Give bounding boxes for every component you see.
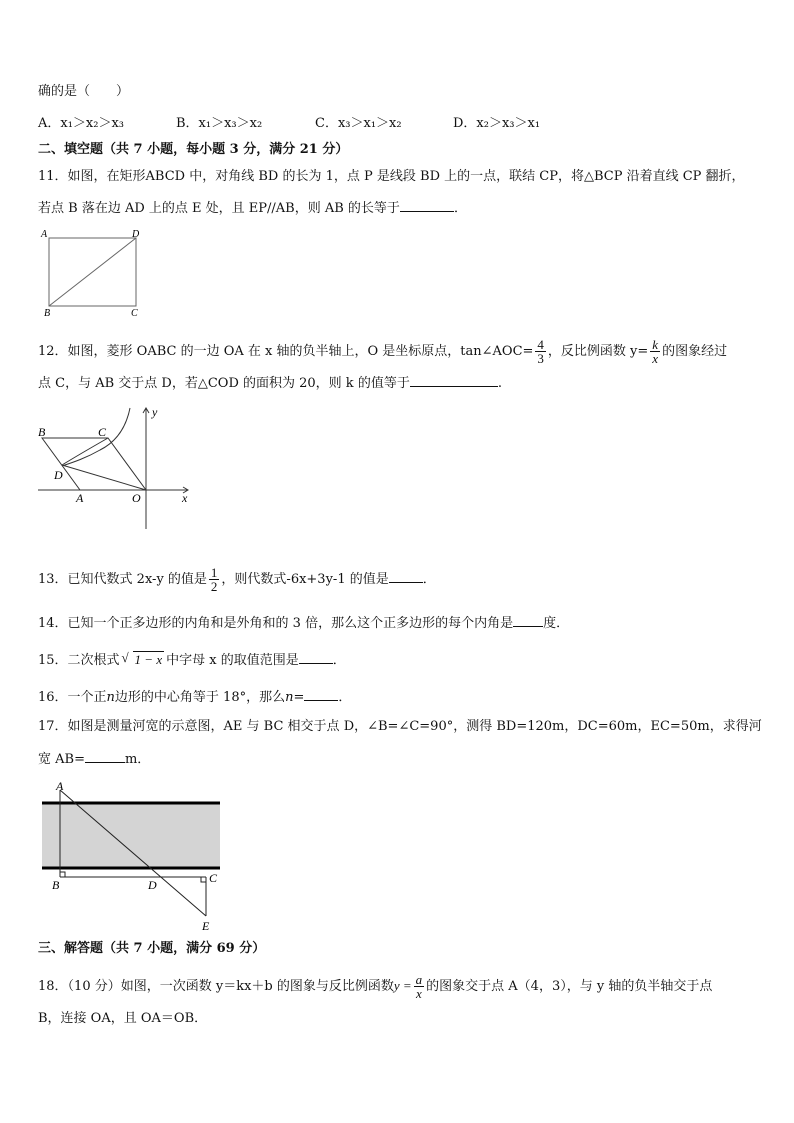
q16 — [38, 688, 351, 707]
frac-den: 3 — [537, 351, 544, 366]
q14-answer-blank — [513, 614, 543, 627]
q16-text1: 16．一个正 — [38, 690, 107, 705]
label-c: C — [98, 425, 107, 439]
q17-line2 — [38, 750, 150, 769]
section3-title: 三、解答题（共 7 小题，满分 69 分） — [38, 941, 266, 956]
radical-sign: √ — [121, 650, 129, 665]
label-o: O — [132, 491, 141, 505]
q16-answer-blank — [304, 688, 338, 701]
q10-option-b: B．x₁＞x₃＞x₂ — [176, 116, 263, 131]
q13-text2: ，则代数式-6x+3y-1 的值是 — [221, 572, 389, 587]
frac-num: 4 — [537, 337, 544, 352]
q16-eq: = — [293, 690, 305, 705]
label-b: B — [52, 878, 60, 892]
q17-text: 宽 AB= — [38, 752, 85, 767]
right-angle-b — [60, 872, 65, 877]
label-a: A — [76, 491, 84, 505]
label-a: A — [41, 229, 48, 240]
label-x: x — [182, 491, 188, 505]
q13-end: ． — [422, 572, 436, 587]
q11-text: 若点 B 落在边 AD 上的点 E 处，且 EP//AB，则 AB 的长等于 — [38, 201, 400, 216]
label-d: D — [54, 468, 63, 482]
q14-end: 度． — [543, 616, 570, 631]
q15-text1: 15．二次根式 — [38, 653, 120, 668]
var-n2: n — [285, 690, 294, 705]
q12-text2: ，反比例函数 y= — [547, 344, 649, 359]
q11-rectangle-figure — [36, 226, 148, 318]
segment-od — [62, 465, 146, 490]
label-d: D — [148, 878, 157, 892]
q12-rhombus-figure — [34, 402, 194, 532]
frac-num: a — [415, 972, 423, 987]
q15 — [38, 651, 346, 670]
label-b: B — [44, 308, 51, 318]
frac-num: 1 — [210, 565, 218, 580]
q15-text2: 中字母 x 的取值范围是 — [166, 653, 299, 668]
fraction-4-3 — [535, 338, 546, 365]
q14 — [38, 614, 569, 633]
label-c: C — [131, 308, 138, 318]
q10-stem: 确的是（ ） — [38, 84, 130, 99]
radicand: 1 − x — [134, 652, 163, 667]
diagonal-bd — [49, 238, 136, 306]
hyperbola-curve — [62, 408, 130, 466]
label-e: E — [202, 919, 210, 933]
q18-text2: 的图象交于点 A（4，3），与 y 轴的负半轴交于点 — [426, 979, 713, 994]
label-d: D — [132, 229, 140, 240]
q17-answer-blank — [85, 750, 125, 763]
q16-end: ． — [338, 690, 352, 705]
q18-line1 — [38, 973, 712, 1000]
label-a: A — [56, 779, 64, 793]
q12-text4: 点 C，与 AB 交于点 D，若△COD 的面积为 20，则 k 的值等于 — [38, 376, 410, 391]
q14-text: 14．已知一个正多边形的内角和是外角和的 3 倍，那么这个正多边形的每个内角是 — [38, 616, 514, 631]
q12-text1: 12．如图，菱形 OABC 的一边 OA 在 x 轴的负半轴上，O 是坐标原点，tan∠AOC= — [38, 344, 534, 359]
q17-river-figure — [38, 778, 228, 936]
q13 — [38, 566, 436, 593]
river-area — [42, 804, 220, 868]
right-angle-c — [201, 877, 206, 882]
section2-title: 二、填空题（共 7 小题，每小题 3 分，满分 21 分） — [38, 142, 349, 157]
q15-answer-blank — [299, 651, 333, 664]
fraction-k-x — [650, 338, 660, 365]
label-b: B — [38, 425, 46, 439]
q15-end: ． — [332, 653, 346, 668]
q13-answer-blank — [389, 570, 423, 583]
frac-den: x — [652, 351, 659, 366]
q12-end: . — [497, 376, 502, 391]
fraction-1-2 — [209, 566, 220, 593]
q18-line2: B，连接 OA，且 OA＝OB． — [38, 1011, 208, 1026]
q12-line1 — [38, 338, 727, 365]
q16-text2: 边形的中心角等于 18°，那么 — [114, 690, 286, 705]
q10-option-d: D．x₂＞x₃＞x₁ — [453, 116, 541, 131]
var-n: n — [106, 690, 115, 705]
fraction-a-x — [414, 973, 425, 1000]
q12-text3: 的图象经过 — [662, 344, 728, 359]
q10-option-c: C．x₃＞x₁＞x₂ — [315, 116, 402, 131]
q12-line2 — [38, 374, 502, 393]
frac-den: 2 — [210, 579, 218, 594]
q11-answer-blank — [400, 199, 454, 212]
q10-option-a: A．x₁＞x₂＞x₃ — [38, 116, 125, 131]
q11-end: ． — [453, 201, 467, 216]
square-root — [122, 651, 165, 669]
q11-line1: 11．如图，在矩形ABCD 中，对角线 BD 的长为 1，点 P 是线段 BD 上的一点，联结 CP，将△BCP 沿着直线 CP 翻折， — [38, 169, 745, 184]
q17-line1: 17．如图是测量河宽的示意图，AE 与 BC 相交于点 D，∠B=∠C=90°，测得 BD=120m，DC=60m，EC=50m，求得河 — [38, 719, 762, 734]
frac-den: x — [416, 986, 422, 1001]
frac-num: k — [652, 337, 659, 352]
q13-text1: 13．已知代数式 2x-y 的值是 — [38, 572, 207, 587]
q18-text1: 18．（10 分）如图，一次函数 y＝kx＋b 的图象与反比例函数 — [38, 979, 394, 994]
q12-answer-blank — [410, 374, 498, 387]
q17-end: m． — [124, 752, 151, 767]
q11-line2 — [38, 199, 467, 218]
var-y: y = — [393, 978, 412, 993]
label-y: y — [152, 405, 158, 419]
segment-cd — [62, 438, 108, 465]
label-c: C — [209, 871, 218, 885]
